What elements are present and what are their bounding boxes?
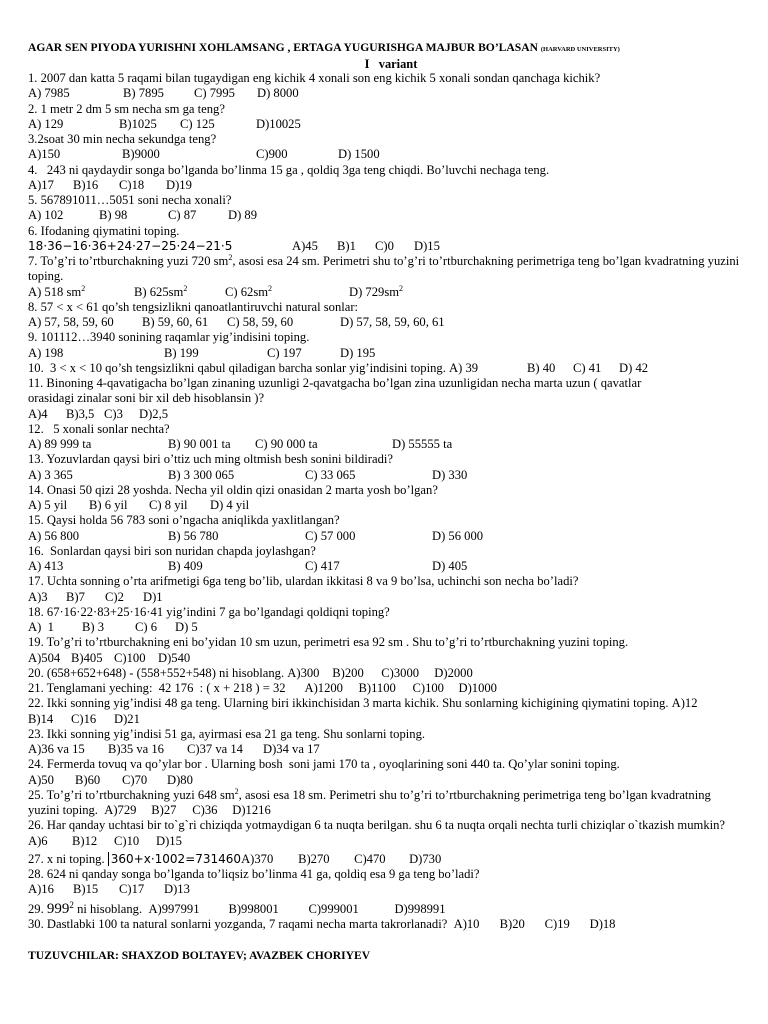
question-17 bbox=[28, 574, 740, 605]
option-c: C)36 bbox=[192, 803, 218, 817]
option-a: A) 56 800 bbox=[28, 528, 80, 543]
option-b: B)200 bbox=[332, 665, 364, 680]
option-b: B) 40 bbox=[527, 360, 556, 375]
question-6 bbox=[28, 224, 740, 255]
question-text: 6. Ifodaning qiymatini toping. bbox=[28, 223, 180, 238]
answer-options bbox=[28, 882, 740, 897]
question-3 bbox=[28, 132, 740, 163]
authors-footer: TUZUVCHILAR: SHAXZOD BOLTAYEV; AVAZBEK CHORIYEV bbox=[28, 949, 371, 962]
option-b: B)9000 bbox=[122, 147, 160, 162]
option-d: D)34 va 17 bbox=[263, 742, 320, 756]
option-c: C) 33 065 bbox=[305, 467, 356, 482]
option-d: D)80 bbox=[167, 772, 193, 787]
question-27 bbox=[28, 852, 740, 867]
question-text-part: 22. Ikki sonning yig’indisi 48 ga teng. Ularning biri ikkinchisidan 3 marta kichik. Shu sonlarning kichigining qiymatini toping. bbox=[28, 696, 669, 711]
variant-title: I variant bbox=[364, 57, 418, 71]
option-d: D)2,5 bbox=[139, 406, 169, 421]
answer-options bbox=[28, 590, 740, 605]
question-18 bbox=[28, 605, 740, 636]
option-b: B)405 bbox=[71, 650, 103, 665]
option-d: D)540 bbox=[158, 650, 191, 665]
question-text-part: 30. Dastlabki 100 ta natural sonlarni yozganda, 7 raqami necha marta takrorlanadi? bbox=[28, 916, 448, 931]
question-12 bbox=[28, 422, 740, 453]
motto-title: AGAR SEN PIYODA YURISHNI XOHLAMSANG , ERTAGA YUGURISHGA MAJBUR BO’LASAN bbox=[28, 41, 538, 54]
option-b: B)27 bbox=[151, 803, 177, 817]
page-header bbox=[28, 40, 740, 57]
question-1 bbox=[28, 71, 740, 102]
option-b: B)35 va 16 bbox=[108, 742, 164, 756]
answer-options bbox=[28, 346, 740, 361]
superscript: 2 bbox=[228, 252, 233, 262]
question-text: 17. Uchta sonning o’rta arifmetigi 6ga teng bo’lib, ulardan ikkitasi 8 va 9 bo’lsa, uchinchi son necha bo’ladi? bbox=[28, 574, 579, 589]
option-b: B) 7895 bbox=[123, 86, 164, 101]
question-text-part: 7. To’g’ri to’rtburchakning yuzi 720 sm bbox=[28, 254, 229, 268]
superscript: 2 bbox=[234, 786, 239, 796]
option-d: D) 195 bbox=[340, 345, 376, 360]
question-text: 1. 2007 dan katta 5 raqami bilan tugaydigan eng kichik 4 xonali son eng kichik 5 xonali sondan qanchaga kichik? bbox=[28, 71, 601, 85]
math-expression: 360+x·1002=731460 bbox=[108, 852, 241, 866]
option-a: A)3 bbox=[28, 589, 48, 604]
option-d: D) 1500 bbox=[338, 147, 380, 162]
question-20 bbox=[28, 666, 740, 681]
question-text bbox=[28, 254, 740, 285]
question-text bbox=[28, 681, 740, 696]
option-b: B)3,5 bbox=[66, 406, 95, 421]
option-c: C)16 bbox=[71, 711, 97, 726]
math-expression: 18·36−16·36+24·27−25·24−21·5 bbox=[28, 238, 233, 253]
question-21 bbox=[28, 681, 740, 696]
option-c: C)999001 bbox=[308, 901, 359, 916]
option-a: A) 39 bbox=[449, 360, 479, 375]
answer-options bbox=[28, 651, 740, 666]
option-d: D) 57, 58, 59, 60, 61 bbox=[340, 315, 445, 329]
option-b: B)7 bbox=[66, 589, 85, 604]
option-d: D) 4 yil bbox=[210, 498, 250, 512]
option-c: C) 197 bbox=[267, 345, 302, 360]
option-a: A)4 bbox=[28, 406, 48, 421]
option-c: C)37 va 14 bbox=[187, 742, 243, 756]
option-c: C) 125 bbox=[180, 116, 215, 131]
option-d: D)19 bbox=[166, 177, 192, 192]
option-a: A) 1 bbox=[28, 620, 54, 634]
math-exponent: 2 bbox=[69, 899, 74, 910]
option-d: D) 89 bbox=[228, 208, 258, 223]
option-c: C) 58, 59, 60 bbox=[227, 315, 294, 329]
option-b: B)16 bbox=[73, 177, 99, 192]
question-text: 5. 567891011…5051 soni necha xonali? bbox=[28, 193, 232, 207]
question-text-part: 20. (658+652+648) - (558+552+548) ni hisoblang. bbox=[28, 665, 285, 680]
question-23 bbox=[28, 727, 740, 758]
question-text: 23. Ikki sonning yig’indisi 51 ga, ayirmasi esa 21 ga teng. Shu sonlarni toping. bbox=[28, 726, 426, 741]
question-text-part: 10. 3 < x < 10 qo’sh tengsizlikni qabul qiladigan barcha sonlar yig’indisini toping. bbox=[28, 360, 446, 375]
question-7 bbox=[28, 254, 740, 300]
answer-options bbox=[28, 742, 740, 757]
option-c: C) 90 000 ta bbox=[255, 437, 318, 451]
test-page bbox=[28, 40, 740, 963]
option-c: C)0 bbox=[375, 238, 394, 253]
question-text: 18. 67·16·22·83+25·16·41 yig’indini 7 ga bo’lgandagi qoldiqni toping? bbox=[28, 604, 390, 619]
option-a: A) 89 999 ta bbox=[28, 437, 92, 451]
option-a: A) 413 bbox=[28, 559, 64, 573]
question-text bbox=[28, 818, 740, 849]
option-a: A)6 bbox=[28, 833, 48, 848]
question-4 bbox=[28, 163, 740, 194]
option-b: B) 56 780 bbox=[168, 528, 219, 543]
answer-options bbox=[28, 437, 740, 452]
option-b: B) 3 bbox=[82, 620, 105, 634]
question-text bbox=[28, 899, 740, 917]
option-c: C)900 bbox=[256, 147, 288, 162]
option-d: D)730 bbox=[409, 851, 442, 866]
option-a: A)1200 bbox=[304, 681, 343, 695]
option-d: D) 55555 ta bbox=[392, 437, 453, 451]
option-d: D) 56 000 bbox=[432, 528, 484, 543]
option-c: C)3 bbox=[104, 406, 123, 421]
question-text: 19. To’g’ri to’rtburchakning eni bo’yidan 10 sm uzun, perimetri esa 92 sm . Shu to’g’ri to’rtburchakning yuzini toping. bbox=[28, 635, 629, 650]
question-text: 9. 101112…3940 sonining raqamlar yig’indisini toping. bbox=[28, 330, 310, 345]
question-text: 4. 243 ni qaydaydir songa bo’lganda bo’linma 15 ga , qoldiq 3ga teng chiqdi. Bo’luvchi nechaga teng. bbox=[28, 162, 550, 177]
option-a: A)10 bbox=[453, 916, 480, 931]
option-c: C)100 bbox=[114, 650, 146, 665]
option-a: A)17 bbox=[28, 177, 54, 192]
question-19 bbox=[28, 635, 740, 666]
question-text: 12. 5 xonali sonlar nechta? bbox=[28, 421, 170, 436]
question-5 bbox=[28, 193, 740, 224]
option-d: D) 42 bbox=[619, 360, 649, 375]
option-c: C) 6 bbox=[135, 620, 158, 634]
option-c: C)19 bbox=[544, 916, 570, 931]
option-d: D)13 bbox=[164, 882, 190, 897]
question-14 bbox=[28, 483, 740, 514]
question-text bbox=[28, 788, 740, 819]
option-b: B)20 bbox=[499, 916, 525, 931]
question-text: 14. Onasi 50 qizi 28 yoshda. Necha yil oldin qizi onasidan 2 marta yosh bo’lgan? bbox=[28, 482, 438, 497]
question-text: 13. Yozuvlardan qaysi biri o’ttiz uch ming oltmish besh sonini bildiradi? bbox=[28, 452, 393, 467]
option-d: D)1 bbox=[143, 589, 163, 604]
option-c: C)100 bbox=[412, 681, 444, 695]
answer-options bbox=[28, 315, 740, 330]
option-a: A) 7985 bbox=[28, 86, 70, 101]
option-b: B)998001 bbox=[228, 901, 279, 916]
answer-options bbox=[28, 239, 740, 254]
question-text bbox=[28, 696, 740, 727]
question-text: 24. Fermerda tovuq va qo’ylar bor . Ularning bosh soni jami 170 ta , oyoqlarining soni 440 ta. Qo’ylar sonini toping. bbox=[28, 757, 620, 772]
question-text-part: 26. Har qanday uchtasi bir to`g`ri chiziqda yotmaydigan 6 ta nuqta berilgan. shu 6 ta nuqta orqali nechta turli chiziqlar o`tkazish mumkin? bbox=[28, 818, 725, 833]
answer-options bbox=[28, 559, 740, 574]
answer-options bbox=[28, 620, 740, 635]
question-text bbox=[28, 917, 740, 932]
option-c: C)70 bbox=[122, 772, 148, 787]
question-2 bbox=[28, 102, 740, 133]
option-a: A)150 bbox=[28, 147, 61, 162]
option-b: B)1 bbox=[337, 238, 356, 253]
question-text bbox=[28, 666, 740, 681]
answer-options bbox=[28, 208, 740, 223]
option-c: C) 8 yil bbox=[149, 498, 188, 512]
answer-options bbox=[28, 285, 740, 300]
option-c: C)10 bbox=[114, 833, 140, 848]
question-text-part: , asosi esa 18 sm. Perimetri shu to’g’ri to’rtburchakning perimetriga teng bo’lgan kvadratning yuzini toping. bbox=[28, 787, 711, 817]
option-a: A)50 bbox=[28, 772, 54, 787]
question-text: 8. 57 < x < 61 qo’sh tengsizlikni qanoatlantiruvchi natural sonlar: bbox=[28, 299, 359, 314]
option-a: A)12 bbox=[671, 696, 698, 711]
question-25 bbox=[28, 788, 740, 819]
question-text-part: 25. To’g’ri to’rtburchakning yuzi 648 sm bbox=[28, 787, 235, 802]
question-text bbox=[28, 361, 740, 376]
option-d: D) 330 bbox=[432, 467, 468, 482]
option-d: D) 405 bbox=[432, 559, 468, 573]
option-b: B) 199 bbox=[164, 345, 199, 360]
option-b: B)14 bbox=[28, 711, 54, 726]
option-b: B) 98 bbox=[99, 208, 128, 223]
question-text: 11. Binoning 4-qavatigacha bo’lgan zinaning uzunligi 2-qavatgacha bo’lgan zina uzunligidan necha marta uzun ( qavatlar orasidagi zinalar soni bir xil deb hisoblansin )? bbox=[28, 376, 642, 406]
answer-options bbox=[28, 117, 740, 132]
option-c: C)3000 bbox=[381, 665, 420, 680]
question-text: 28. 624 ni qanday songa bo’lganda to’liqsiz bo’linma 41 ga, qoldiq esa 9 ga teng bo’ladi? bbox=[28, 867, 480, 881]
option-c: C)2 bbox=[105, 589, 124, 604]
option-a: A)16 bbox=[28, 882, 54, 897]
option-a: A)997991 bbox=[148, 901, 200, 916]
question-text-part: 27. x ni toping. bbox=[28, 851, 105, 866]
option-d: D)2000 bbox=[434, 665, 473, 680]
question-28 bbox=[28, 867, 740, 898]
option-c: C) 7995 bbox=[194, 86, 235, 101]
question-text-part: 21. Tenglamani yeching: 42 176 : ( x + 218 ) = 32 bbox=[28, 681, 286, 695]
option-a: A)729 bbox=[104, 803, 137, 817]
option-c: C) 57 000 bbox=[305, 528, 356, 543]
question-8 bbox=[28, 300, 740, 331]
question-text-part: , asosi esa 24 sm. Perimetri shu to’g’ri to’rtburchakning perimetriga teng bo’lgan kvadratning yuzini toping. bbox=[28, 254, 740, 284]
option-d: D)15 bbox=[414, 238, 440, 253]
option-d: D)1216 bbox=[232, 803, 271, 817]
option-a: A) 3 365 bbox=[28, 467, 73, 482]
option-b: B)60 bbox=[75, 772, 101, 787]
option-d: D)1000 bbox=[458, 681, 497, 695]
option-a: A) 102 bbox=[28, 208, 64, 223]
option-d: D)15 bbox=[156, 833, 182, 848]
question-text: 2. 1 metr 2 dm 5 sm necha sm ga teng? bbox=[28, 101, 225, 116]
option-b: B)270 bbox=[298, 851, 330, 866]
option-d: D) 5 bbox=[175, 620, 198, 634]
answer-options bbox=[28, 86, 740, 101]
answer-options bbox=[28, 147, 740, 162]
option-a: A)504 bbox=[28, 650, 61, 665]
answer-options bbox=[28, 407, 740, 422]
math-base: 999 bbox=[46, 900, 70, 917]
option-c: C) $62sm^2$ bbox=[225, 283, 273, 299]
question-text: 3.2soat 30 min necha sekundga teng? bbox=[28, 132, 217, 146]
option-b: B)15 bbox=[73, 882, 99, 897]
question-text bbox=[28, 852, 740, 867]
question-11 bbox=[28, 376, 740, 422]
motto-source: (HARVARD UNIVERSITY) bbox=[540, 46, 620, 53]
question-text: 16. Sonlardan qaysi biri son nuridan chapda joylashgan? bbox=[28, 543, 316, 558]
answer-options bbox=[28, 773, 740, 788]
option-b: B) 6 yil bbox=[89, 498, 128, 512]
option-c: C) 417 bbox=[305, 559, 340, 573]
option-c: C) 41 bbox=[573, 360, 602, 375]
question-29 bbox=[28, 899, 740, 917]
question-26 bbox=[28, 818, 740, 849]
option-d: D)18 bbox=[589, 916, 616, 931]
option-b: B) 59, 60, 61 bbox=[142, 315, 209, 329]
option-a: A) 5 yil bbox=[28, 498, 68, 512]
question-10 bbox=[28, 361, 740, 376]
answer-options bbox=[28, 498, 740, 513]
option-d: D) 8000 bbox=[257, 86, 299, 101]
answer-options bbox=[28, 529, 740, 544]
question-text-part: ni hisoblang. bbox=[77, 901, 143, 916]
question-30 bbox=[28, 917, 740, 932]
question-9 bbox=[28, 330, 740, 361]
option-d: D) $729sm^2$ bbox=[349, 283, 404, 299]
option-a: A) 518 $sm^2$ bbox=[28, 283, 86, 299]
option-c: C)18 bbox=[119, 177, 145, 192]
question-24 bbox=[28, 757, 740, 788]
option-a: A) 57, 58, 59, 60 bbox=[28, 315, 114, 329]
option-b: B)1025 bbox=[119, 116, 157, 131]
option-a: A)36 va 15 bbox=[28, 742, 85, 756]
answer-options bbox=[28, 178, 740, 193]
answer-options bbox=[28, 468, 740, 483]
option-b: B) 3 300 065 bbox=[168, 467, 235, 482]
option-d: D)21 bbox=[114, 711, 140, 726]
question-16 bbox=[28, 544, 740, 575]
option-b: B) $625sm^2$ bbox=[134, 283, 188, 299]
question-22 bbox=[28, 696, 740, 727]
option-c: C)17 bbox=[119, 882, 145, 897]
option-b: B)12 bbox=[72, 833, 98, 848]
question-text: 15. Qaysi holda 56 783 soni o’ngacha aniqlikda yaxlitlangan? bbox=[28, 513, 340, 528]
option-a: A)300 bbox=[287, 665, 320, 680]
option-d: D)998991 bbox=[394, 901, 446, 916]
option-a: A) 198 bbox=[28, 345, 64, 360]
option-b: B) 409 bbox=[168, 559, 203, 573]
option-a: A)45 bbox=[292, 238, 318, 253]
question-15 bbox=[28, 513, 740, 544]
question-number: 29. bbox=[28, 901, 44, 916]
option-c: C) 87 bbox=[168, 208, 197, 223]
option-a: A)370 bbox=[241, 851, 274, 866]
option-a: A) 129 bbox=[28, 116, 64, 131]
option-d: D)10025 bbox=[256, 116, 301, 131]
option-c: C)470 bbox=[354, 851, 386, 866]
question-13 bbox=[28, 452, 740, 483]
option-b: B)1100 bbox=[358, 681, 396, 695]
option-b: B) 90 001 ta bbox=[168, 437, 231, 451]
